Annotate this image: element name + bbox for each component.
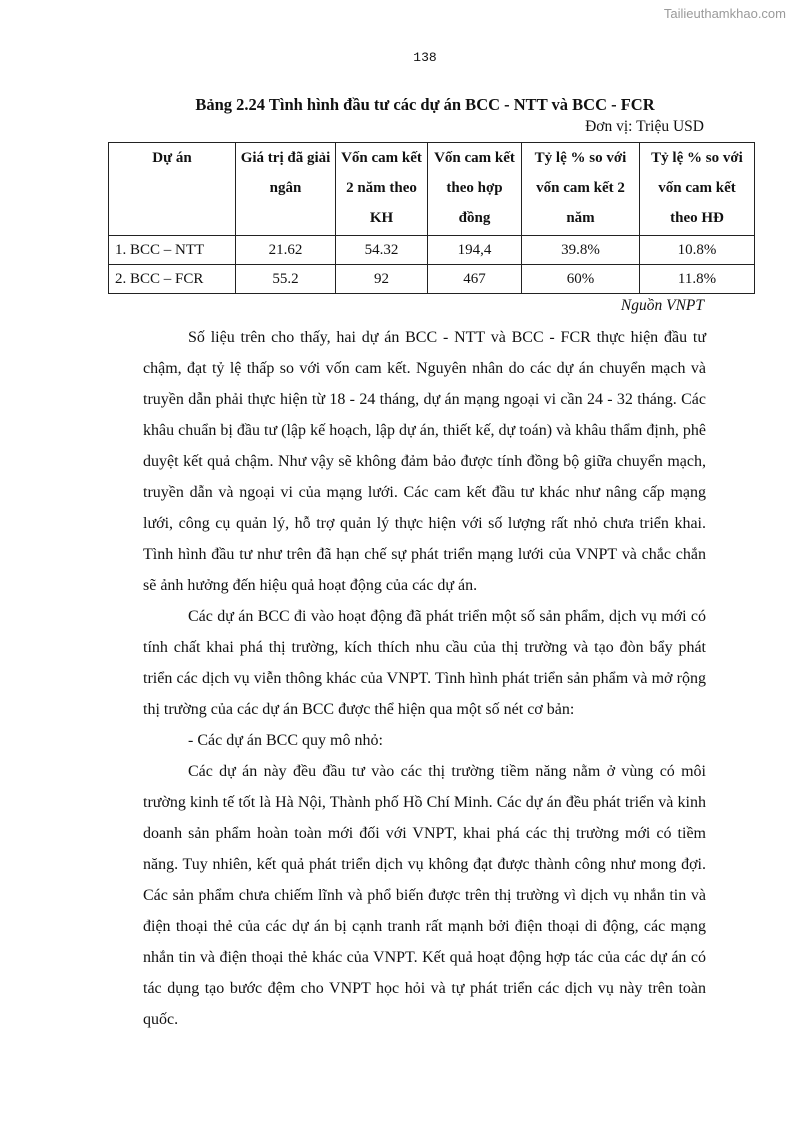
paragraph: Các dự án này đều đầu tư vào các thị trường tiềm năng nằm ở vùng có môi trường kinh tế tốt là Hà Nội, Thành phố Hồ Chí Minh. Các dự án đều phát triển và kinh doanh sản phẩm hoàn toàn mới đối với VNPT, khai phá các thị trường mới có tiềm năng. Tuy nhiên, kết quả phát triển dịch vụ không đạt được thành công như mong đợi. Các sản phẩm chưa chiếm lĩnh và phổ biến được trên thị trường vì dịch vụ nhắn tin và điện thoại thẻ của các dự án bị cạnh tranh rất mạnh bởi điện thoại di động, các mạng nhắn tin và điện thoại thẻ khác của VNPT. Kết quả hoạt động hợp tác của các dự án có tác dụng tạo bước đệm cho VNPT học hỏi và tự phát triển các dịch vụ này trên toàn quốc. [143, 763, 706, 1028]
table-cell: 467 [428, 265, 522, 294]
table-cell: 10.8% [640, 236, 755, 265]
table-cell: 21.62 [236, 236, 336, 265]
table-unit: Đơn vị: Triệu USD [585, 118, 704, 135]
header-disbursed: Giá trị đã giải ngân [236, 143, 336, 236]
table-header-row [109, 143, 755, 236]
investment-table [108, 142, 755, 294]
header-committed-contract: Vốn cam kết theo hợp đồng [428, 143, 522, 236]
table-row [109, 265, 755, 294]
table-cell: 60% [522, 265, 640, 294]
table-row [109, 236, 755, 265]
table-cell: 11.8% [640, 265, 755, 294]
table-caption: Bảng 2.24 Tình hình đầu tư các dự án BCC - NTT và BCC - FCR [195, 95, 655, 114]
paragraph: Các dự án BCC đi vào hoạt động đã phát triển một số sản phẩm, dịch vụ mới có tính chất khai phá thị trường, kích thích nhu cầu của thị trường và tạo đòn bẩy phát triển các dịch vụ viễn thông khác của VNPT. Tình hình phát triển sản phẩm và mở rộng thị trường của các dự án BCC được thể hiện qua một số nét cơ bản: [143, 608, 706, 718]
body-text [143, 322, 706, 1035]
table-cell: 92 [336, 265, 428, 294]
watermark: Tailieuthamkhao.com [663, 6, 786, 21]
header-ratio-2yr: Tỷ lệ % so với vốn cam kết 2 năm [522, 143, 640, 236]
table-cell: 54.32 [336, 236, 428, 265]
header-ratio-contract: Tỷ lệ % so với vốn cam kết theo HĐ [640, 143, 755, 236]
paragraph: - Các dự án BCC quy mô nhỏ: [188, 732, 383, 749]
header-committed-2yr: Vốn cam kết 2 năm theo KH [336, 143, 428, 236]
table-cell: 55.2 [236, 265, 336, 294]
table-cell: 2. BCC – FCR [109, 265, 236, 294]
table-source: Nguồn VNPT [620, 297, 704, 314]
table-cell: 194,4 [428, 236, 522, 265]
paragraph: Số liệu trên cho thấy, hai dự án BCC - NTT và BCC - FCR thực hiện đầu tư chậm, đạt tỷ lệ thấp so với vốn cam kết. Nguyên nhân do các dự án chuyển mạch và truyền dẫn phải thực hiện từ 18 - 24 tháng, dự án mạng ngoại vi cần 24 - 32 tháng. Các khâu chuẩn bị đầu tư (lập kế hoạch, lập dự án, thiết kế, dự toán) và khâu thẩm định, phê duyệt kết quả chậm. Như vậy sẽ không đảm bảo được tính đồng bộ giữa chuyển mạch, truyền dẫn và ngoại vi của mạng lưới. Các cam kết đầu tư khác như nâng cấp mạng lưới, công cụ quản lý, hỗ trợ quản lý thực hiện với số lượng rất nhỏ chưa triển khai. Tình hình đầu tư như trên đã hạn chế sự phát triển mạng lưới của VNPT và chắc chắn sẽ ảnh hưởng đến hiệu quả hoạt động của các dự án. [143, 329, 706, 594]
page-number: 138 [413, 50, 437, 65]
table-cell: 1. BCC – NTT [109, 236, 236, 265]
table-cell: 39.8% [522, 236, 640, 265]
header-project: Dự án [109, 143, 236, 236]
